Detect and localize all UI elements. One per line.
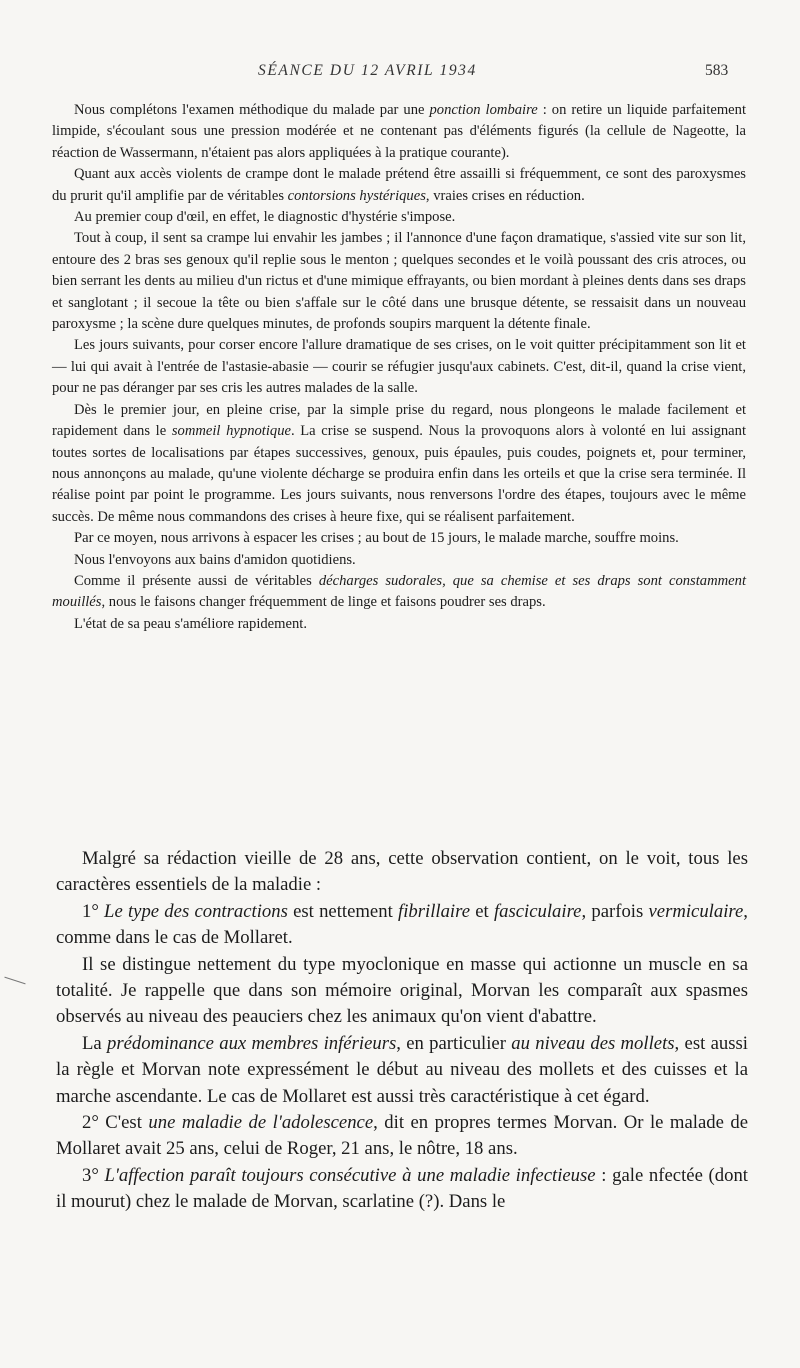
margin-mark [4,977,25,985]
paragraph: L'état de sa peau s'améliore rapidement. [74,615,307,632]
paragraph: 3° L'affection paraît toujours consécutive à une maladie infectieuse : gale nfectée (dont il mourut) chez le malade de Morvan, scarlatine (?). Dans le [56,1164,748,1213]
paragraph: Quant aux accès violents de crampe dont le malade prétend être assailli si fréquemment, ce sont des paroxysmes du prurit qu'il amplifie par de véritables contorsions hystériques, vraies crises en réduction. [52,166,746,204]
paragraph: Par ce moyen, nous arrivons à espacer les crises ; au bout de 15 jours, le malade marche, souffre moins. [74,530,679,547]
case-observation-text [52,100,746,635]
paragraph: Les jours suivants, pour corser encore l'allure dramatique de ses crises, on le voit quitter précipitamment son lit et — lui qui avait à l'entrée de l'astasie-abasie — courir se réfugier jusqu'aux cabinets. C'est, dit-il, quand la crise vient, pour ne pas déranger par ses cris les autres malades de la salle. [52,337,746,397]
paragraph: Dès le premier jour, en pleine crise, par la simple prise du regard, nous plongeons le malade facilement et rapidement dans le sommeil hypnotique. La crise se suspend. Nous la provoquons alors à volonté en lui assignant toutes sortes de localisations par étapes successives, genoux, puis épaules, puis coudes, poignets et, pour terminer, nous annonçons au malade, qu'une violente décharge se produira enfin dans les orteils et que la crise sera terminée. Il réalise point par point le programme. Les jours suivants, nous renversons l'ordre des étapes, toujours avec le même succès. De même nous commandons des crises à heure fixe, qui se réalisent parfaitement. [52,401,747,525]
running-title: SÉANCE DU 12 AVRIL 1934 [258,62,477,79]
paragraph: Malgré sa rédaction vieille de 28 ans, cette observation contient, on le voit, tous les caractères essentiels de la maladie : [56,848,748,896]
paragraph: 1° Le type des contractions est nettement fibrillaire et fasciculaire, parfois vermiculaire, comme dans le cas de Mollaret. [56,900,748,949]
page-header [0,62,800,86]
paragraph: Au premier coup d'œil, en effet, le diagnostic d'hystérie s'impose. [74,209,456,226]
paragraph: Tout à coup, il sent sa crampe lui envahir les jambes ; il l'annonce d'une façon dramatique, s'assied vite sur son lit, entoure des 2 bras ses genoux qu'il replie sous le menton ; quelques secondes et le voilà poussant des cris atroces, ou bien serrant les dents au milieu d'un rictus et d'une mimique effrayants, ou bien mordant à pleines dents dans ses draps et sanglotant ; il secoue la tête ou bien s'affale sur le côté dans une brusque détente, se ressaisit dans un nouveau paroxysme ; la scène dure quelques minutes, de profonds soupirs marquent la détente finale. [52,230,746,333]
paragraph: Nous l'envoyons aux bains d'amidon quotidiens. [74,551,356,568]
paragraph: Nous complétons l'examen méthodique du malade par une ponction lombaire : on retire un liquide parfaitement limpide, s'écoulant sous une pression modérée et ne contenant pas d'éléments figurés (la cellule de Nageotte, la réaction de Wassermann, n'étaient pas alors appliquées à la pratique courante). [52,102,747,161]
discussion-text [56,846,748,1216]
paragraph: 2° C'est une maladie de l'adolescence, dit en propres termes Morvan. Or le malade de Mollaret avait 25 ans, celui de Roger, 21 ans, le nôtre, 18 ans. [56,1112,748,1160]
paragraph: Comme il présente aussi de véritables décharges sudorales, que sa chemise et ses draps sont constamment mouillés, nous le faisons changer fréquemment de linge et faisons poudrer ses draps. [52,572,746,611]
page-number: 583 [705,62,729,79]
paragraph: La prédominance aux membres inférieurs, en particulier au niveau des mollets, est aussi la règle et Morvan note expressément le début au niveau des mollets et des cuisses et la marche ascendante. Le cas de Mollaret est aussi très caractéristique à cet égard. [56,1032,748,1107]
paragraph: Il se distingue nettement du type myoclonique en masse qui actionne un muscle en sa totalité. Je rappelle que dans son mémoire original, Morvan les comparaît aux spasmes observés au niveau des peauciers chez les animaux qu'on vient d'abattre. [56,953,748,1028]
